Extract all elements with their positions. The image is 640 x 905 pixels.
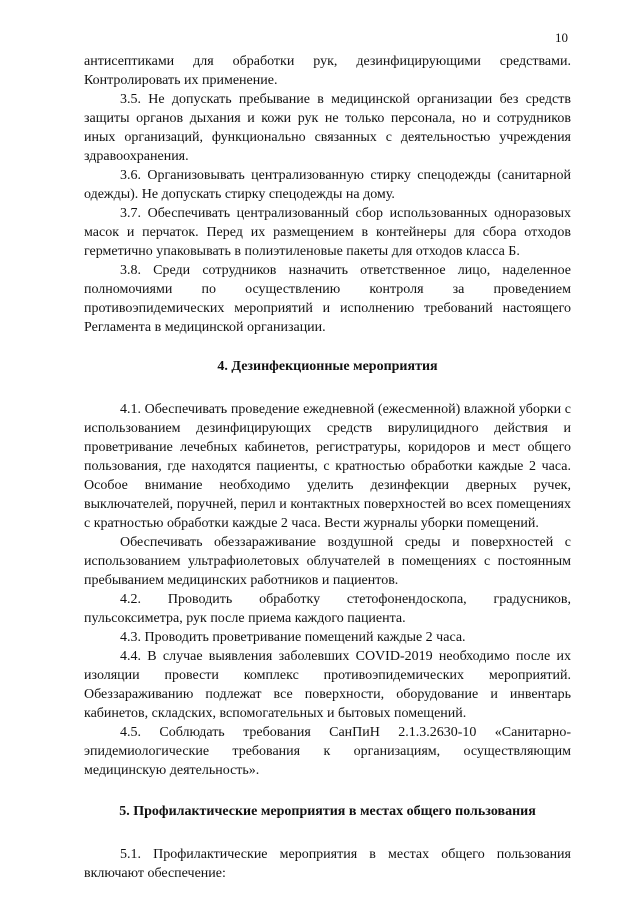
paragraph-3-8: 3.8. Среди сотрудников назначить ответственное лицо, наделенное полномочиями по осуществлению контроля за проведением противоэпидемических мероприятий и исполнению требований настоящего Регламента в медицинской организации. (84, 263, 571, 335)
paragraph-3-6: 3.6. Организовывать централизованную стирку спецодежды (санитарной одежды). Не допускать стирку спецодежды на дому. (84, 168, 571, 202)
section-5-heading: 5. Профилактические мероприятия в местах общего пользования (119, 804, 536, 819)
page-number: 10 (555, 30, 568, 45)
paragraph: антисептиками для обработки рук, дезинфицирующими средствами. Контролировать их применение. (84, 54, 571, 88)
section-4-body (84, 400, 571, 780)
paragraph-3-7: 3.7. Обеспечивать централизованный сбор использованных одноразовых масок и перчаток. Перед их размещением в контейнеры для сбора отходов герметично упаковывать в полиэтиленовые пакеты для отходов класса Б. (84, 206, 571, 259)
paragraph-4-4: 4.4. В случае выявления заболевших COVID-2019 необходимо после их изоляции провести комплекс противоэпидемических мероприятий. Обеззараживанию подлежат все поверхности, оборудование и инвентарь кабинетов, складских, вспомогательных и бытовых помещений. (84, 649, 571, 721)
section-5-body (84, 845, 571, 883)
paragraph-4-5: 4.5. Соблюдать требования СанПиН 2.1.3.2630-10 «Санитарно-эпидемиологические требования к организациям, осуществляющим медицинскую деятельность». (84, 725, 571, 778)
paragraph-uv: Обеспечивать обеззараживание воздушной среды и поверхностей с использованием ультрафиолетовых облучателей в помещениях с постоянным пребыванием медицинских работников и пациентов. (84, 535, 571, 588)
paragraph-5-1: 5.1. Профилактические мероприятия в местах общего пользования включают обеспечение: (84, 847, 571, 881)
section-4-heading: 4. Дезинфекционные мероприятия (217, 359, 438, 374)
paragraph-4-1: 4.1. Обеспечивать проведение ежедневной (ежесменной) влажной уборки с использованием дезинфицирующих средств вирулицидного действия и проветривание лечебных кабинетов, регистратуры, коридоров и мест общего пользования, где находятся пациенты, с кратностью обработки каждые 2 часа. Особое внимание необходимо уделить дезинфекции дверных ручек, выключателей, поручней, перил и контактных поверхностей во всех помещениях с кратностью обработки каждые 2 часа. Вести журналы уборки помещений. (84, 402, 571, 531)
intro-paragraphs (84, 52, 571, 337)
paragraph-3-5: 3.5. Не допускать пребывание в медицинской организации без средств защиты органов дыхания и кожи рук не только персонала, но и сотрудников иных организаций, функционально связанных с деятельностью учреждения здравоохранения. (84, 92, 571, 164)
paragraph-4-3: 4.3. Проводить проветривание помещений каждые 2 часа. (120, 630, 466, 645)
paragraph-4-2: 4.2. Проводить обработку стетофонендоскопа, градусников, пульсоксиметра, рук после приема каждого пациента. (84, 592, 571, 626)
document-body (84, 52, 571, 883)
